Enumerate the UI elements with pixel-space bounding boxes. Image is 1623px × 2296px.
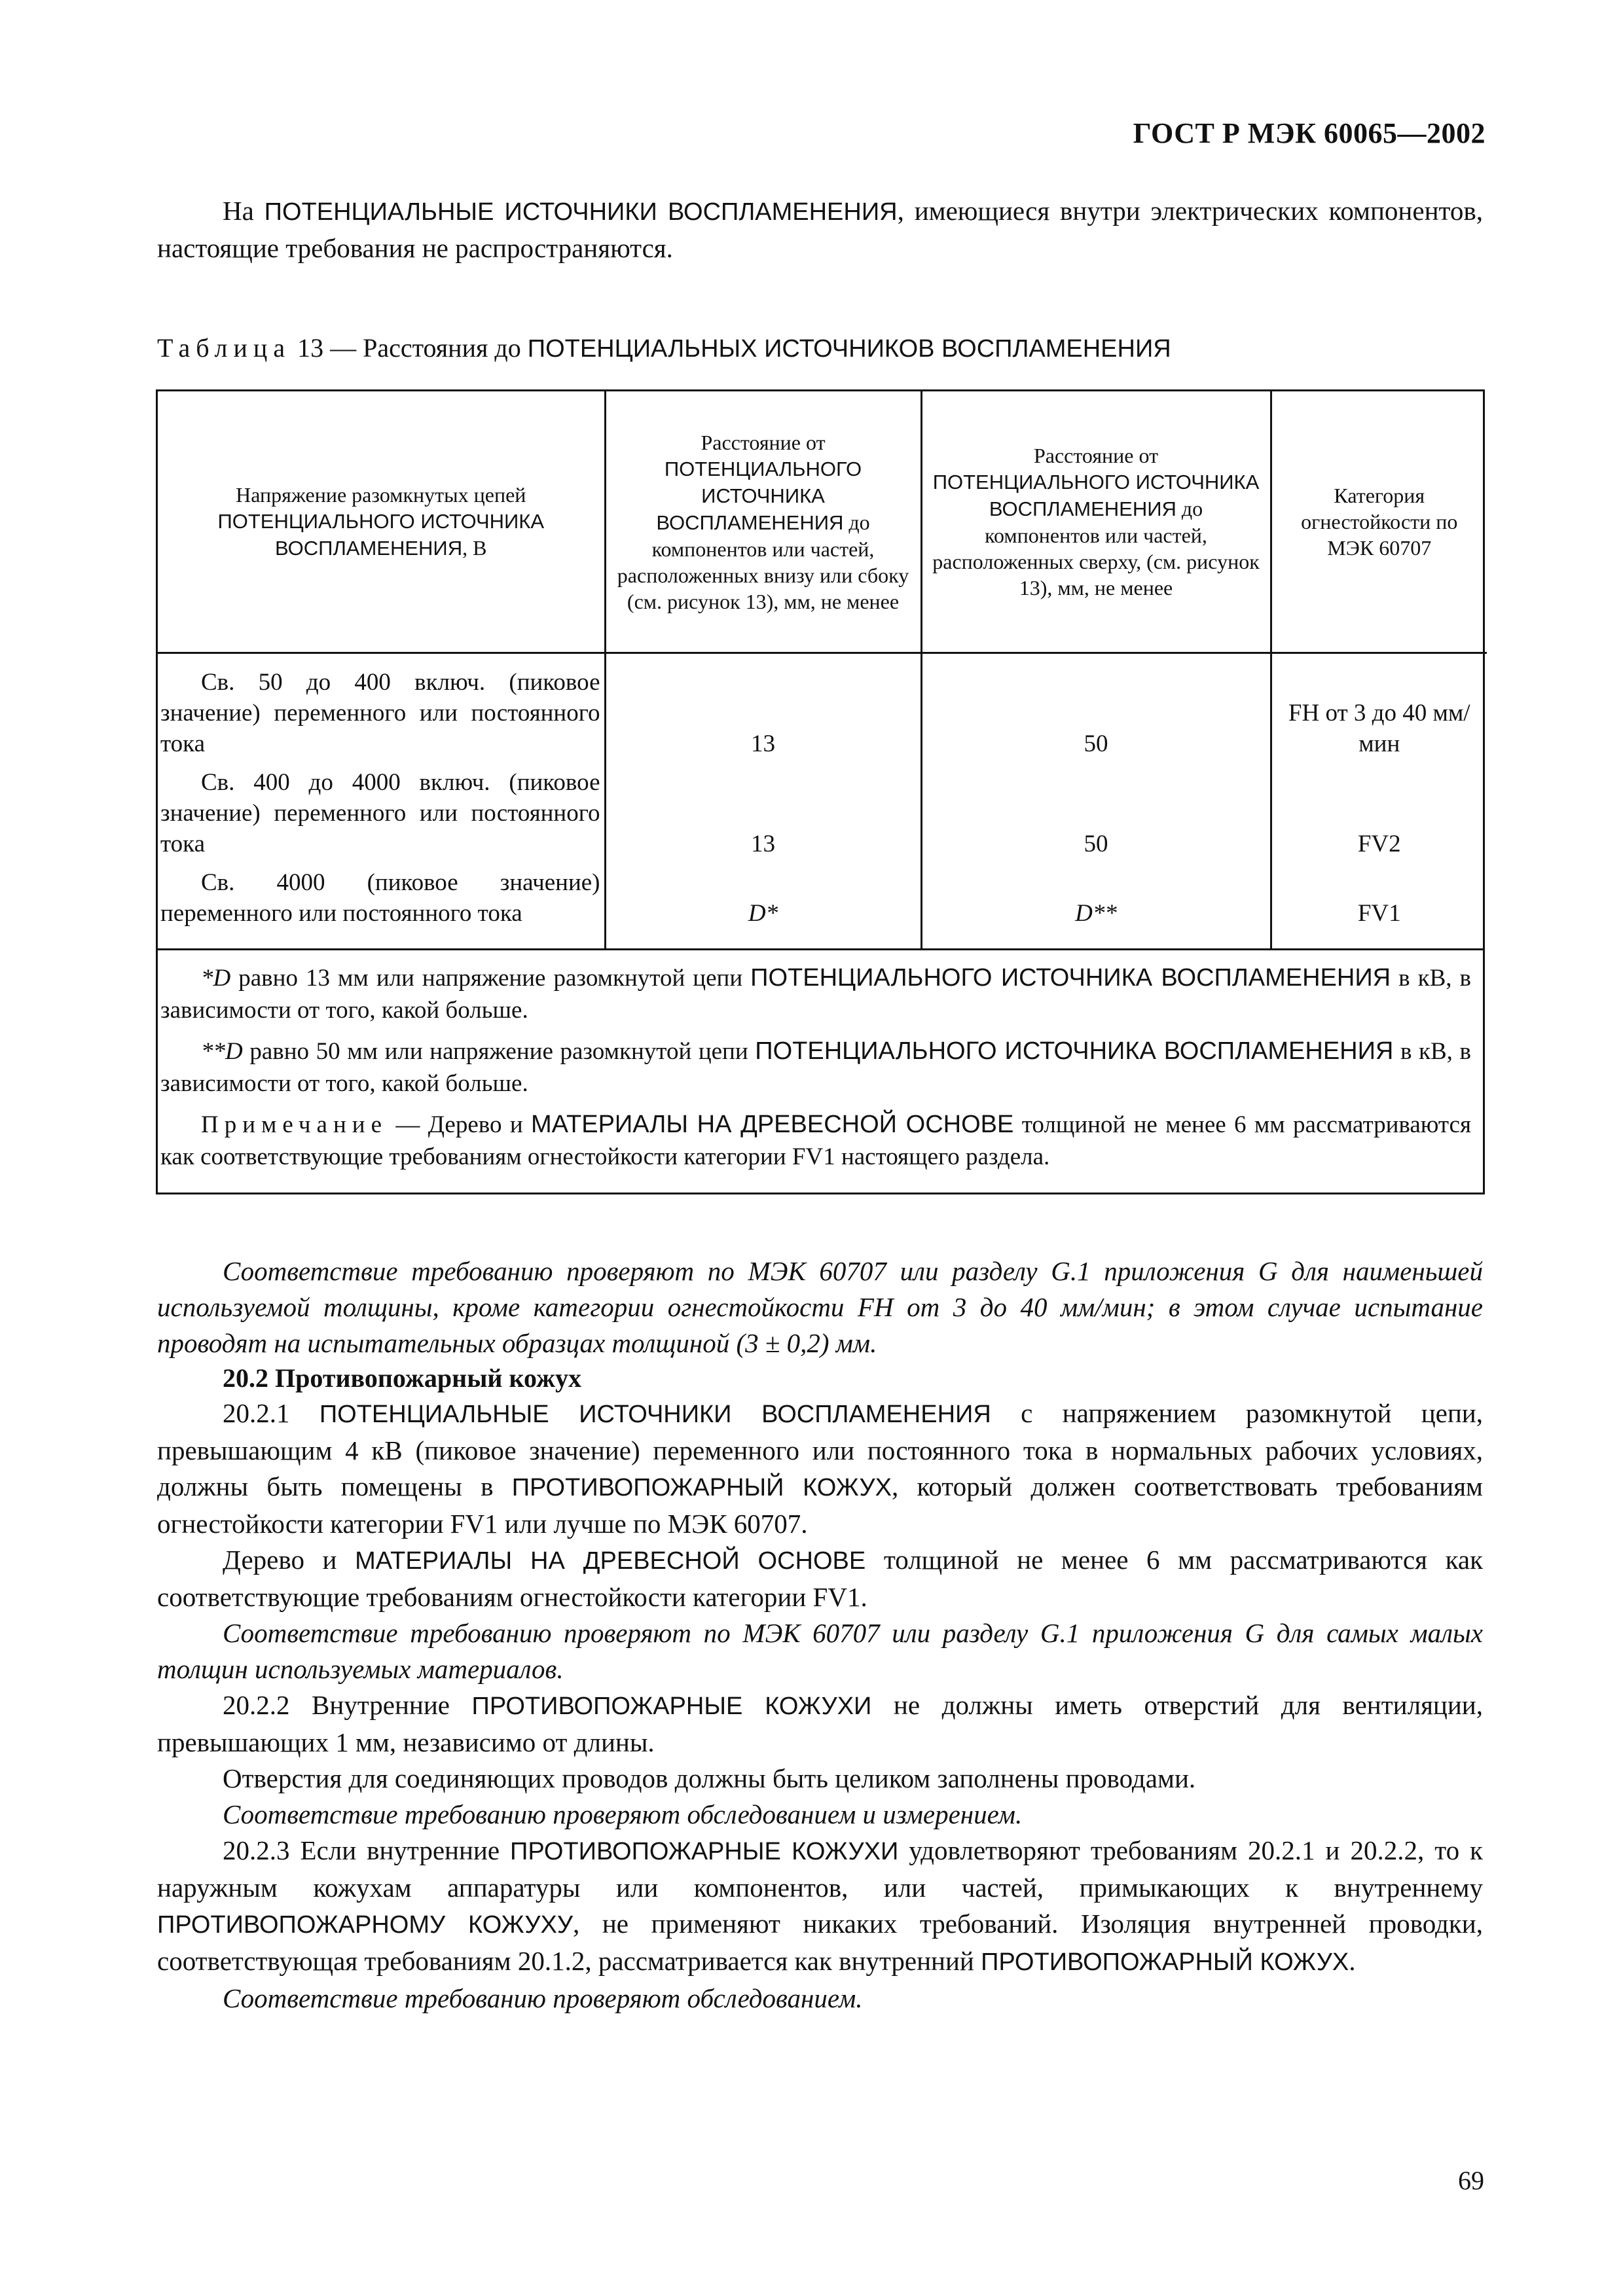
intro-rest: , имеющиеся внутри электрических компонентов, настоящие требования не распространяются. xyxy=(157,196,1483,263)
p1-tail: , который должен соответствовать требованиям огнестойкости категории FV1 или лучше по МЭК 60707. xyxy=(157,1471,1483,1539)
intro-paragraph xyxy=(157,193,1483,266)
paragraph-20-2-3 xyxy=(157,1833,1483,1981)
cell-voltage-text: Св. 4000 (пиковое значение) переменного или постоянного тока xyxy=(160,869,600,927)
footnote-2-text: равно 50 мм или напряжение разомкнутой цепи xyxy=(242,1038,756,1065)
table-row xyxy=(158,764,1487,865)
cell-top-distance: 50 xyxy=(921,764,1271,865)
footnote-1-tail: в кВ, в зависимости от того, какой больше. xyxy=(160,965,1471,1024)
p5-mid: удовлетворяют требованиям 20.2.1 и 20.2.2, то к наружным кожухам аппаратуры или компонентов, или частей, примыкающих к внутреннему xyxy=(157,1835,1483,1903)
page-number: 69 xyxy=(1458,2166,1484,2195)
p2-lead: Дерево и xyxy=(223,1545,356,1575)
cell-voltage xyxy=(158,653,605,765)
p5-caps: ПРОТИВОПОЖАРНЫЕ КОЖУХИ xyxy=(510,1838,899,1865)
compliance-text-4: Соответствие требованию проверяют обследованием. xyxy=(223,1983,863,2013)
header-voltage-caps: ПОТЕНЦИАЛЬНОГО ИСТОЧНИКА ВОСПЛАМЕНЕНИЯ xyxy=(217,510,545,560)
footnote-2 xyxy=(160,1035,1471,1100)
intro-lead: На xyxy=(223,196,264,226)
cell-voltage xyxy=(158,865,605,948)
cell-side-distance: 13 xyxy=(605,764,921,865)
footnote-2-tail: в кВ, в зависимости от того, какой больше. xyxy=(160,1038,1471,1097)
p3-caps: ПРОТИВОПОЖАРНЫЕ КОЖУХИ xyxy=(471,1693,872,1720)
footnote-1-text: равно 13 мм или напряжение разомкнутой цепи xyxy=(230,965,751,992)
p3-lead: 20.2.2 Внутренние xyxy=(223,1690,472,1720)
note-caps: МАТЕРИАЛЫ НА ДРЕВЕСНОЙ ОСНОВЕ xyxy=(530,1111,1014,1138)
table-note xyxy=(160,1109,1471,1173)
paragraph-wire-openings: Отверстия для соединяющих проводов должны быть целиком заполнены проводами. xyxy=(223,1763,1196,1793)
table-caption-word: Таблица xyxy=(157,333,291,363)
p3-tail: не должны иметь отверстий для вентиляции, превышающих 1 мм, независимо от длины. xyxy=(157,1690,1483,1757)
p2-tail: толщиной не менее 6 мм рассматриваются как соответствующие требованиям огнестойкости категории FV1. xyxy=(157,1545,1484,1612)
header-distance-top xyxy=(921,391,1271,653)
footnote-1 xyxy=(160,962,1471,1026)
document-header: ГОСТ Р МЭК 60065—2002 xyxy=(1133,117,1486,149)
p1-mid: с напряжением разомкнутой цепи, превышающим 4 кВ (пиковое значение) переменного или постоянного тока в нормальных рабочих условиях, должны быть помещены в xyxy=(157,1398,1483,1501)
header-side-text: Расстояние от xyxy=(701,430,826,454)
footnote-2-caps: ПОТЕНЦИАЛЬНОГО ИСТОЧНИКА ВОСПЛАМЕНЕНИЯ xyxy=(755,1037,1394,1065)
distance-table xyxy=(156,389,1485,1194)
note-text: — Дерево и xyxy=(388,1111,531,1138)
cell-category: FV2 xyxy=(1357,831,1401,857)
header-top-rest: до компонентов или частей, расположенных сверху, (см. рисунок 13), мм, не менее xyxy=(932,497,1260,600)
p5-caps-3: ПРОТИВОПОЖАРНЫЙ КОЖУХ xyxy=(981,1948,1349,1976)
cell-top-distance: D** xyxy=(921,865,1271,948)
header-side-caps: ПОТЕНЦИАЛЬНОГО ИСТОЧНИКА ВОСПЛАМЕНЕНИЯ xyxy=(656,457,862,534)
table-caption-text: 13 — Расстояния до xyxy=(291,333,528,363)
compliance-text-1: Соответствие требованию проверяют по МЭК 60707 или разделу G.1 приложения G для наименьшей используемой толщины, кроме категории огнестойкости FH от 3 до 40 мм/мин; в этом случае испытание проводят на испытательных образцах толщиной (3 ± 0,2) мм. xyxy=(157,1256,1483,1358)
p1-lead: 20.2.1 xyxy=(223,1398,319,1428)
paragraph-20-2-2 xyxy=(157,1687,1483,1761)
cell-top-distance: 50 xyxy=(921,653,1271,765)
header-top-text: Расстояние от xyxy=(1033,444,1159,467)
table-header-row xyxy=(158,391,1487,653)
cell-side-distance: 13 xyxy=(605,653,921,765)
p1-caps: ПОТЕНЦИАЛЬНЫЕ ИСТОЧНИКИ ВОСПЛАМЕНЕНИЯ xyxy=(319,1401,991,1428)
cell-voltage-text: Св. 400 до 4000 включ. (пиковое значение) переменного или постоянного тока xyxy=(160,769,600,857)
table-row xyxy=(158,653,1487,765)
header-voltage-text: Напряжение разомкнутых цепей xyxy=(236,483,526,507)
cell-category: FH от 3 до 40 мм/мин xyxy=(1288,700,1470,757)
footnote-1-mark: *D xyxy=(201,965,231,992)
cell-category: FV1 xyxy=(1357,900,1401,927)
header-voltage xyxy=(158,391,605,653)
p5-lead: 20.2.3 Если внутренние xyxy=(223,1835,511,1865)
note-tail: толщиной не менее 6 мм рассматриваются как соответствующие требованиям огнестойкости категории FV1 настоящего раздела. xyxy=(160,1111,1471,1170)
table-caption xyxy=(157,332,1171,363)
compliance-text-2: Соответствие требованию проверяют по МЭК 60707 или разделу G.1 приложения G для самых малых толщин используемых материалов. xyxy=(157,1618,1483,1684)
header-side-rest: до компонентов или частей, расположенных внизу или сбоку (см. рисунок 13), мм, не менее xyxy=(617,510,909,613)
header-voltage-unit: , В xyxy=(462,536,487,560)
section-20-2 xyxy=(157,1253,1483,2017)
section-heading: 20.2 Противопожарный кожух xyxy=(223,1363,582,1393)
header-top-caps: ПОТЕНЦИАЛЬНОГО ИСТОЧНИКА ВОСПЛАМЕНЕНИЯ xyxy=(932,471,1260,520)
footnote-2-mark: **D xyxy=(201,1038,243,1065)
p5-caps-2: ПРОТИВОПОЖАРНОМУ КОЖУХУ xyxy=(157,1911,574,1939)
cell-voltage-text: Св. 50 до 400 включ. (пиковое значение) переменного или постоянного тока xyxy=(160,669,600,757)
p5-mid-2: , не применяют никаких требований. Изоляция внутренней проводки, соответствующая требованиям 20.1.2, рассматривается как внутренний xyxy=(157,1909,1483,1976)
cell-voltage xyxy=(158,764,605,865)
p2-caps: МАТЕРИАЛЫ НА ДРЕВЕСНОЙ ОСНОВЕ xyxy=(355,1547,866,1575)
footnote-1-caps: ПОТЕНЦИАЛЬНОГО ИСТОЧНИКА ВОСПЛАМЕНЕНИЯ xyxy=(750,964,1391,992)
paragraph-wood xyxy=(157,1542,1483,1615)
compliance-text-3: Соответствие требованию проверяют обследованием и измерением. xyxy=(223,1799,1023,1829)
cell-side-distance: D* xyxy=(605,865,921,948)
table-row xyxy=(158,865,1487,948)
table-caption-caps: ПОТЕНЦИАЛЬНЫХ ИСТОЧНИКОВ ВОСПЛАМЕНЕНИЯ xyxy=(527,335,1171,363)
note-label: Примечание xyxy=(201,1111,388,1138)
table-notes xyxy=(158,948,1483,1202)
header-distance-side xyxy=(605,391,921,653)
paragraph-20-2-1 xyxy=(157,1395,1483,1542)
intro-caps: ПОТЕНЦИАЛЬНЫЕ ИСТОЧНИКИ ВОСПЛАМЕНЕНИЯ xyxy=(264,198,898,226)
distance-table-grid xyxy=(158,391,1487,948)
header-category: Категория огнестойкости по МЭК 60707 xyxy=(1271,391,1487,653)
p1-caps-2: ПРОТИВОПОЖАРНЫЙ КОЖУХ xyxy=(511,1474,892,1501)
p5-tail: . xyxy=(1349,1946,1356,1976)
